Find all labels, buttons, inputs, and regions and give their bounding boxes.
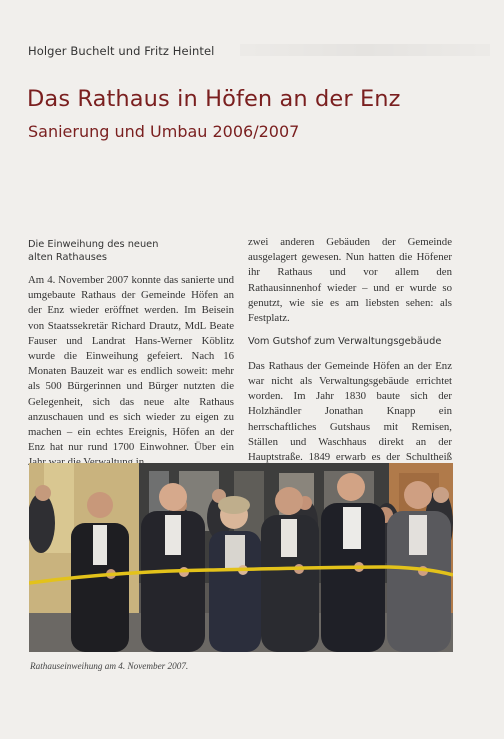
section-heading-einweihung (28, 239, 234, 264)
paragraph-einweihung: Am 4. November 2007 konnte das sanierte und umgebaute Rathaus der Gemeinde Höfen an der Enz wieder eröffnet werden. Im Beisein von Staatssekretär Richard Drautz, MdL Beate Fauser und Landrat Hans-Werner Köblitz wurde die Einweihung gefeiert. Nach 16 Monaten Bauzeit war es endlich soweit: mehr als 500 Bürgerinnen und Bürger nutzten die Gelegenheit, sich das neue alte Rathaus anzuschauen und es sich wieder zu eigen zu machen – ein echtes Ereignis, Höfen an der Enz hat nur rund 1700 Einwohner. Über ein (28, 274, 234, 454)
column-right (248, 235, 452, 480)
photo-illustration (29, 463, 453, 652)
section-heading-line: alten Rathauses (28, 251, 108, 263)
paragraph-gutshof: Das Rathaus der Gemeinde Höfen an der Enz war nicht als Verwaltungsgebäude errichtet worden. Im Jahr 1830 baute sich der Holzhändler Jonathan Knapp ein herrschaftliches Gutshaus mit Remisen, Ställen und Waschhaus direkt an der Hauptstraße. 1849 erwarb es der Schultheiß (248, 359, 452, 463)
authors: Holger Buchelt und Fritz Heintel (28, 44, 215, 58)
section-heading-line: Die Einweihung des neuen (28, 239, 159, 250)
paragraph-continuation: zwei anderen Gebäuden der Gemeinde ausgelagert gewesen. Nun hatten die Höfener ihr Rathaus und vor allem den Rathausinnenhof wieder – und er wurde so genutzt, wie sie es am liebsten sehen: als Festplatz. (248, 236, 452, 325)
column-left (28, 239, 234, 471)
ribbon-cutting-photo (29, 463, 453, 652)
article-subtitle: Sanierung und Umbau 2006/2007 (28, 122, 300, 141)
show-through-shadow (240, 44, 490, 56)
section-heading-gutshof: Vom Gutshof zum Verwaltungsgebäude (248, 336, 442, 348)
photo-caption: Rathauseinweihung am 4. November 2007. (30, 661, 189, 671)
article-title: Das Rathaus in Höfen an der Enz (27, 86, 401, 112)
